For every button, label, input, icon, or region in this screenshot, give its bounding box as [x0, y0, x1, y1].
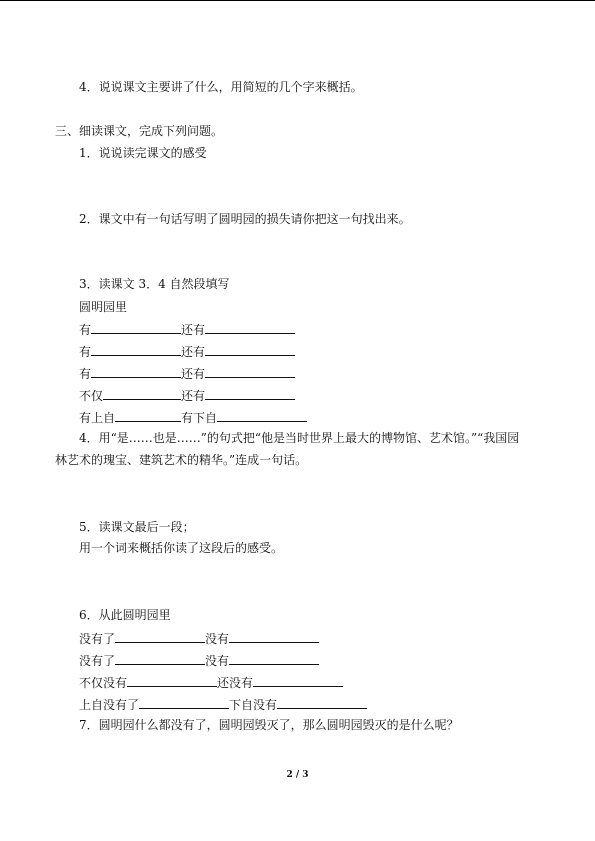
top-rule	[0, 0, 595, 1]
fill-row-prefix: 有上自	[79, 411, 116, 425]
sub-question-7: 7．圆明园什么都没有了，圆明园毁灭了，那么圆明园毁灭的是什么呢？	[79, 718, 459, 732]
answer-blank[interactable]	[103, 387, 181, 400]
fill-row-middle: 还有	[181, 345, 206, 359]
page-number: 2 / 3	[286, 770, 309, 780]
fill-row-middle: 下自没有	[229, 698, 278, 712]
fill-row-middle: 还有	[181, 323, 206, 337]
fill-row	[79, 652, 319, 668]
fill-row-prefix: 有	[79, 323, 92, 337]
answer-blank[interactable]	[205, 321, 295, 334]
answer-blank[interactable]	[205, 387, 295, 400]
sub-question-5-prompt: 用一个词来概括你读了这段后的感受。	[79, 541, 284, 555]
fill-row	[79, 696, 367, 712]
fill-row-middle: 还没有	[217, 676, 254, 690]
fill-row-prefix: 没有了	[79, 654, 116, 668]
sub-question-4-line-1: 4．用“是……也是……”的句式把“他是当时世界上最大的博物馆、艺术馆。”“我国园	[79, 431, 520, 445]
fill-row-prefix: 不仅没有	[79, 676, 128, 690]
answer-blank[interactable]	[205, 343, 295, 356]
fill-row	[79, 674, 343, 690]
fill-row-middle: 还有	[181, 389, 206, 403]
sub-question-1: 1．说说读完课文的感受	[79, 146, 207, 160]
fill-row-prefix: 上自没有了	[79, 698, 140, 712]
answer-blank[interactable]	[277, 696, 367, 709]
question-4-summary: 4．说说课文主要讲了什么，用简短的几个字来概括。	[79, 80, 363, 94]
answer-blank[interactable]	[115, 409, 181, 422]
fill-row	[79, 409, 307, 425]
sub-question-5: 5．读课文最后一段；	[79, 520, 195, 534]
answer-blank[interactable]	[91, 365, 181, 378]
fill-row	[79, 365, 295, 381]
answer-blank[interactable]	[115, 652, 205, 665]
answer-blank[interactable]	[229, 630, 319, 643]
fill-row	[79, 387, 295, 403]
answer-blank[interactable]	[91, 343, 181, 356]
fill-row-middle: 有下自	[181, 411, 218, 425]
fill-row-middle: 没有	[205, 632, 230, 646]
fill-row	[79, 343, 295, 359]
answer-blank[interactable]	[115, 630, 205, 643]
fill-row-middle: 还有	[181, 367, 206, 381]
sub-question-4-line-2: 林艺术的瑰宝、建筑艺术的精华。”连成一句话。	[55, 453, 308, 467]
answer-blank[interactable]	[127, 674, 217, 687]
sub-question-3-prompt: 圆明园里	[79, 300, 128, 314]
answer-blank[interactable]	[229, 652, 319, 665]
sub-question-3: 3．读课文 3．4 自然段填写	[79, 277, 230, 291]
sub-question-6: 6．从此圆明园里	[79, 608, 171, 622]
sub-question-2: 2．课文中有一句话写明了圆明园的损失请你把这一句找出来。	[79, 212, 411, 226]
answer-blank[interactable]	[91, 321, 181, 334]
fill-row	[79, 630, 319, 646]
answer-blank[interactable]	[217, 409, 307, 422]
section-3-title: 三、细读课文，完成下列问题。	[55, 124, 224, 138]
answer-blank[interactable]	[205, 365, 295, 378]
fill-row-middle: 没有	[205, 654, 230, 668]
fill-row	[79, 321, 295, 337]
answer-blank[interactable]	[253, 674, 343, 687]
fill-row-prefix: 不仅	[79, 389, 104, 403]
fill-row-prefix: 有	[79, 367, 92, 381]
fill-row-prefix: 没有了	[79, 632, 116, 646]
answer-blank[interactable]	[139, 696, 229, 709]
fill-row-prefix: 有	[79, 345, 92, 359]
